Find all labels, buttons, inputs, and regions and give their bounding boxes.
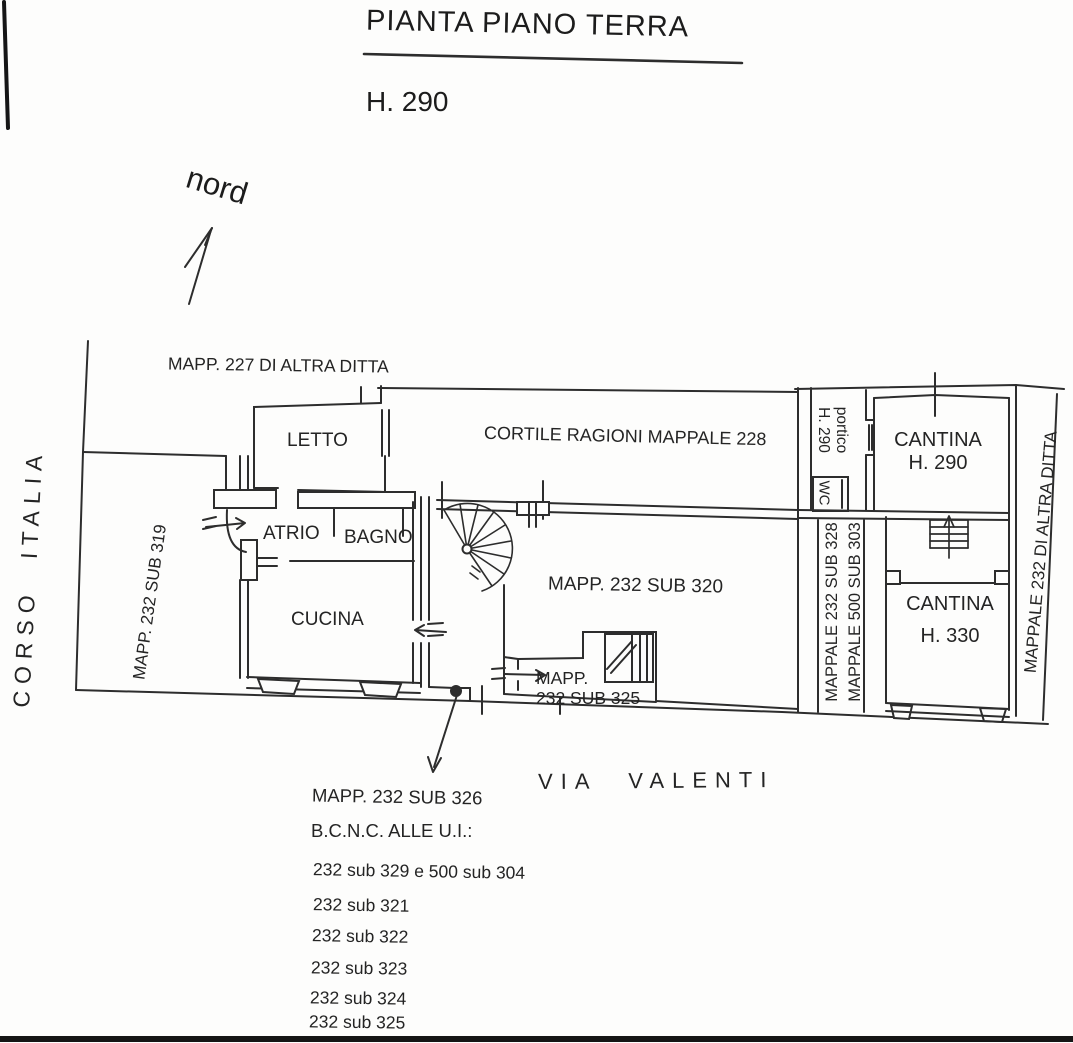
parcel-label-sub325-line2: 232 SUB 325 [536,688,641,709]
legend-heading: B.C.N.C. ALLE U.I.: [311,820,473,841]
room-label-portico-line1: portico [832,406,850,454]
parcel-label-sub303: MAPPALE 500 SUB 303 [846,522,864,702]
cantina-stairs [930,516,968,558]
property-boundaries [76,341,1057,724]
legend-item: 232 sub 324 [309,987,407,1009]
parcel-label-cortile: CORTILE RAGIONI MAPPALE 228 [483,422,767,450]
room-label-cantina-h290 [894,429,982,475]
legend-item: 232 sub 329 e 500 sub 304 [312,859,526,883]
parcel-label-east-neighbor: MAPPALE 232 DI ALTRA DITTA [1020,430,1061,674]
height-note: H. 290 [366,86,449,117]
room-label-cantina-h330 [906,588,994,652]
room-label-bagno: BAGNO [344,527,413,548]
door-arrow-cucina [415,623,446,636]
room-label-cantina-h330-line1: CANTINA [906,593,994,615]
room-label-wc: WC [815,480,833,506]
legend-item: 232 sub 322 [311,925,409,947]
room-label-portico [814,407,850,454]
parcel-label-sub325 [536,668,640,708]
entrance-arrow-atrio [203,517,245,529]
spiral-staircase [444,503,512,591]
parcel-label-mapp227: MAPP. 227 DI ALTRA DITTA [167,353,389,377]
parcel-label-sub319: MAPP. 232 SUB 319 [129,523,171,681]
parcel-label-sub328-sub303 [821,522,867,701]
parcel-label-sub325-line1: MAPP. [536,668,589,688]
north-label: nord [182,159,252,212]
parcel-label-sub328: MAPPALE 232 SUB 328 [822,522,841,702]
room-label-portico-line2: H. 290 [815,407,832,453]
street-label-corso-italia: CORSO ITALIA [8,447,48,709]
sub326-pointer-arrow [428,686,461,772]
parcel-label-sub320: MAPP. 232 SUB 320 [547,573,724,598]
room-label-cantina-h290-line2: H. 290 [908,452,968,474]
page-title: PIANTA PIANO TERRA [365,4,690,44]
courtyard-top-wall [378,388,798,392]
room-label-letto: LETTO [287,430,348,451]
legend-item: 232 sub 321 [312,894,410,916]
room-label-cantina-h290-line1: CANTINA [894,429,982,451]
room-label-atrio: ATRIO [263,523,320,544]
room-label-cucina: CUCINA [291,609,364,630]
street-label-via-valenti: VIA VALENTI [537,766,775,795]
parcel-label-sub326: MAPP. 232 SUB 326 [311,784,483,809]
room-label-cantina-h330-line2: H. 330 [920,625,980,647]
title-underline [364,54,742,63]
north-arrow-icon [185,228,212,304]
legend-item: 232 sub 325 [308,1011,406,1033]
legend-item: 232 sub 323 [310,957,408,979]
